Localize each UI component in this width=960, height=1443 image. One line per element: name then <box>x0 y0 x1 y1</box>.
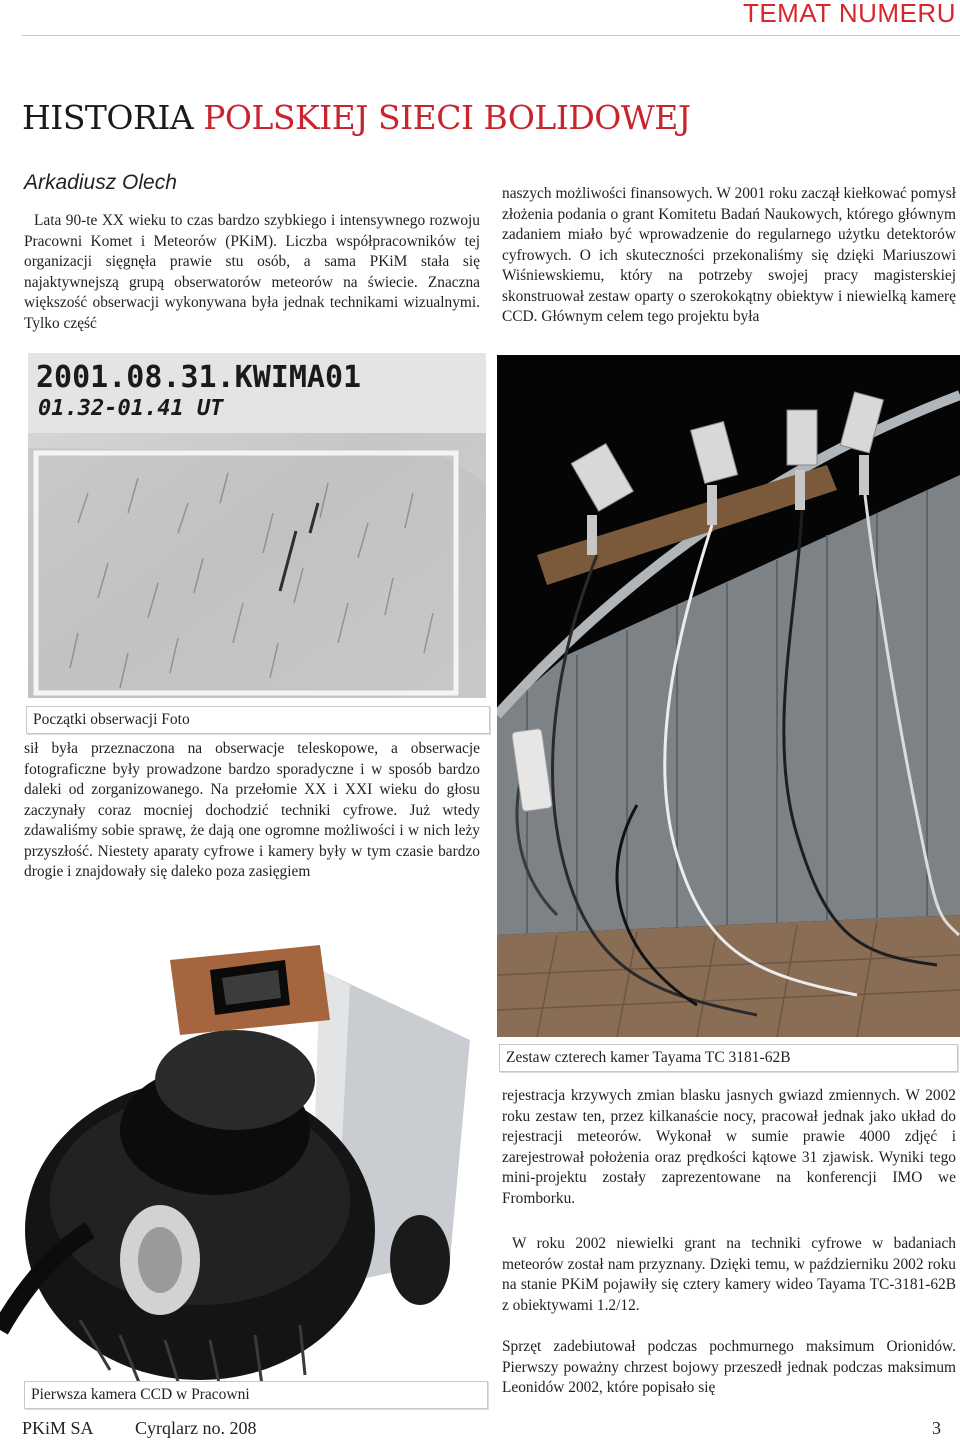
ccd-camera-photo <box>0 930 490 1390</box>
footer-publisher: PKiM SA <box>22 1418 94 1438</box>
ccd-camera-photo-caption: Pierwsza kamera CCD w Pracowni <box>24 1381 488 1409</box>
left-column-paragraph-2: sił była przeznaczona na obserwacje teleskopowe, a obserwacje fotograficzne były prowadzone bardzo sporadyczne i w sposób bardzo daleki od zorganizowanego. Na przełomie XX i XXI wieku do głosu zaczynały coraz mocniej dochodzić techniki cyfrowe. Już wtedy zdawaliśmy sobie sprawę, że dają one ogromne możliwości i w nich leży przyszłość. Niestety aparaty cyfrowe i kamery były w tym czasie bardzo drogie i znajdowały się daleko poza zasięgiem <box>24 740 480 880</box>
right-column-paragraph-1: naszych możliwości finansowych. W 2001 roku zaczął kiełkować pomysł złożenia podania o grant Komitetu Badań Naukowych, którego głównym zadaniem miało być wprowadzenie do regularnego użytku detektorów cyfrowych. O ich skuteczności przekonaliśmy się dzięki Mariuszowi Wiśniewskiemu, który na potrzeby swojej pracy magisterskiej skonstruował zestaw oparty o szerokokątny obiektyw i niewielką kamerę CCD. Głównym celem tego projektu była <box>502 185 956 325</box>
meteor-photo-stamp-line1: 2001.08.31.KWIMA01 <box>36 360 362 395</box>
title-part-red: POLSKIEJ SIECI BOLIDOWEJ <box>203 98 691 137</box>
left-column-paragraph-1: Lata 90-te XX wieku to czas bardzo szybkiego i intensywnego rozwoju Pracowni Komet i Meteorów (PKiM). Liczba współpracowników tej organizacji sięgnęła prawie stu osób, a sama PKiM stała się najaktywnejszą grupą obserwatorów meteorów na świecie. Znaczna większość obserwacji wykonywana była jednak technikami wizualnymi. Tylko część <box>24 212 480 332</box>
meteor-photo-caption: Początki obserwacji Foto <box>26 706 490 734</box>
right-column-paragraph-2: rejestracja krzywych zmian blasku jasnych gwiazd zmiennych. W 2002 roku zestaw ten, przez kilkanaście nocy, pracował jednak jako układ do rejestracji meteorów. Wykonał w sumie prawie 4000 zdjęć i zarejestrował położenia oraz prędkości kątowe 31 zjawisk. Wyniki tego mini-projektu zostały zaprezentowane na konferencji IMO we Fromborku. <box>502 1087 956 1207</box>
right-column-paragraph-4: Sprzęt zadebiutował podczas pochmurnego maksimum Orionidów. Pierwszy poważny chrzest bojowy przeszedł jednak podczas maksimum Leonidów 2002, które popisało się <box>502 1338 956 1396</box>
footer-page-number: 3 <box>932 1418 941 1438</box>
footer-issue: Cyrqlarz no. 208 <box>135 1418 257 1438</box>
header-divider <box>22 35 960 36</box>
meteor-photo-image <box>28 353 486 698</box>
meteor-photo-stamp-line2: 01.32-01.41 UT <box>38 396 224 421</box>
article-author: Arkadiusz Olech <box>24 171 177 194</box>
article-title <box>22 98 691 137</box>
right-column-paragraph-3: W roku 2002 niewielki grant na techniki cyfrowe w badaniach meteorów został nam przyznany. Dzięki temu, w październiku 2002 roku na stanie PKiM pojawiły się cztery kamery wideo Tayama TC-3181-62B z obiektywami 1.2/12. <box>502 1235 956 1314</box>
title-part-black: HISTORIA <box>22 98 194 137</box>
cameras-photo-caption: Zestaw czterech kamer Tayama TC 3181-62B <box>499 1044 958 1072</box>
meteor-photo <box>28 353 486 698</box>
section-tag: TEMAT NUMERU <box>742 0 956 28</box>
cameras-photo <box>497 355 960 1037</box>
ccd-camera-photo-image <box>0 930 490 1390</box>
cameras-photo-image <box>497 355 960 1037</box>
